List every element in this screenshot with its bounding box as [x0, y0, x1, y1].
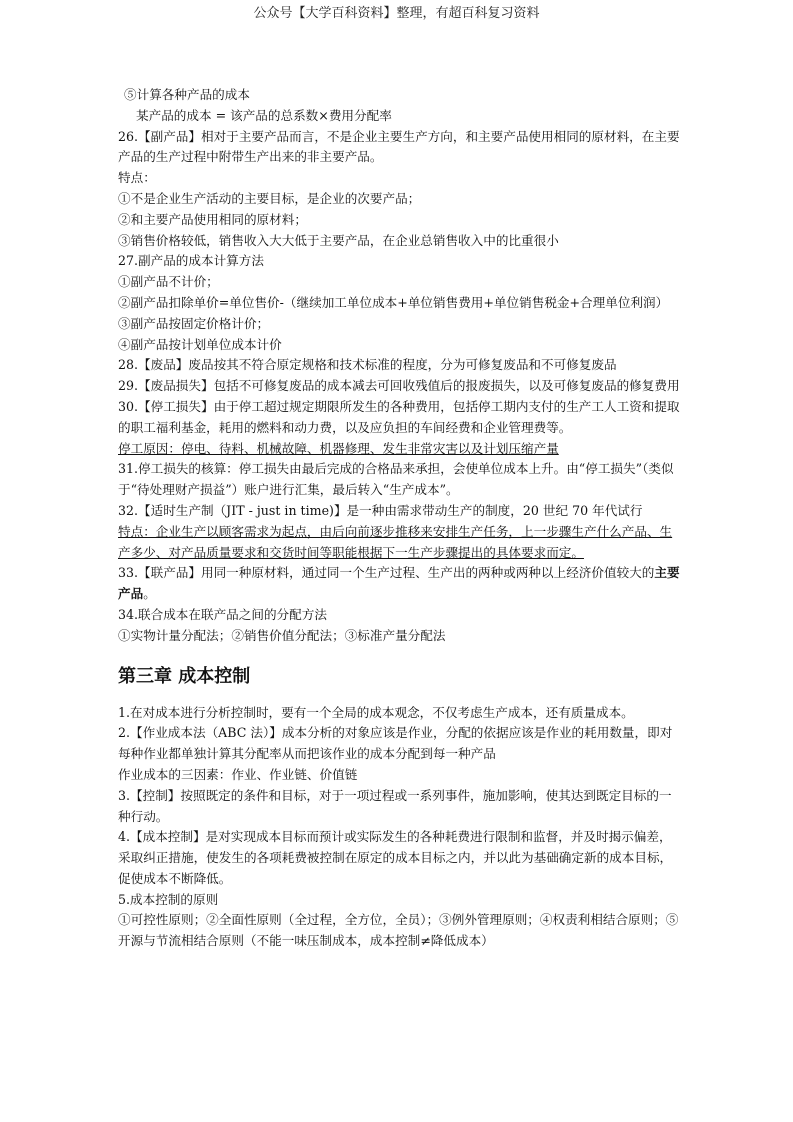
joint-product-text: 33.【联产品】用同一种原材料，通过同一个生产过程、生产出的两种或两种以上经济价值较大的 [118, 565, 655, 581]
term-scrap: 28.【废品】废品按其不符合原定规格和技术标准的程度，分为可修复废品和不可修复废品 [118, 357, 617, 373]
joint-product-bold: 主要产品 [118, 565, 680, 602]
term-cost-control: 4.【成本控制】是对实现成本目标而预计或实际发生的各种耗费进行限制和监督，并及时揭示偏差，采取纠正措施，使发生的各项耗费被控制在原定的成本目标之内，并以此为基础确定新的成本目标，促使成本不断降低。 [118, 829, 673, 886]
text-line: 特点： [118, 170, 156, 186]
section-heading: 27.副产品的成本计算方法 [118, 253, 264, 269]
text-line: 作业成本的三因素：作业、作业链、价值链 [118, 766, 358, 782]
list-item: ②和主要产品使用相同的原材料； [118, 211, 307, 227]
list-item: ④副产品按计划单位成本计价 [118, 336, 282, 352]
list-item: ③销售价格较低，销售收入大大低于主要产品，在企业总销售收入中的比重很小 [118, 232, 559, 248]
jit-features: 特点：企业生产以顾客需求为起点，由后向前逐步推移来安排生产任务，上一步骤生产什么产品、生产多少、对产品质量要求和交货时间等职能根据下一生产步骤提出的具体要求而定。 [118, 523, 673, 560]
list-item: ①副产品不计价； [118, 274, 219, 290]
term-abc: 2.【作业成本法（ABC 法）】成本分析的对象应该是作业，分配的依据应该是作业的耗用数量，即对每种作业都单独计算其分配率从而把该作业的成本分配到每一种产品 [118, 725, 673, 762]
joint-product-end: 。 [143, 586, 156, 602]
downtime-accounting: 31.停工损失的核算：停工损失由最后完成的合格品来承担，会使单位成本上升。由“停工损失”（类似于“待处理财产损益”）账户进行汇集，最后转入“生产成本”。 [118, 461, 674, 498]
list-item: ③副产品按固定价格计价； [118, 315, 270, 331]
text-line: 1.在对成本进行分析控制时，要有一个全局的成本观念，不仅考虑生产成本，还有质量成本。 [118, 704, 634, 720]
term-jit: 32.【适时生产制（JIT - just in time)】是一种由需求带动生产的制度，20 世纪 70 年代试行 [118, 502, 643, 518]
page-header: 公众号【大学百科资料】整理，有超百科复习资料 [253, 6, 540, 21]
formula-line: 某产品的成本 = 该产品的总系数×费用分配率 [136, 107, 392, 123]
chapter-title: 第三章 成本控制 [118, 665, 251, 687]
list-item: ①可控性原则；②全面性原则（全过程，全方位，全员）；③例外管理原则；④权责利相结合原则；⑤开源与节流相结合原则（不能一味压制成本，成本控制≠降低成本） [118, 912, 679, 949]
text-line: ⑤计算各种产品的成本 [124, 87, 250, 102]
term-control: 3.【控制】按照既定的条件和目标，对于一项过程或一系列事件，施加影响，使其达到既定目标的一种行动。 [118, 787, 672, 824]
section-heading: 5.成本控制的原则 [118, 891, 219, 907]
list-item: ②副产品扣除单价=单位售价-（继续加工单位成本+单位销售费用+单位销售税金+合理单位利润） [118, 294, 669, 310]
list-item: ①不是企业生产活动的主要目标，是企业的次要产品； [118, 190, 421, 206]
term-downtime-loss: 30.【停工损失】由于停工超过规定期限所发生的各种费用，包括停工期内支付的生产工人工资和提取的职工福利基金，耗用的燃料和动力费，以及应负担的车间经费和企业管理费等。 [118, 398, 680, 435]
term-scrap-loss: 29.【废品损失】包括不可修复废品的成本减去可回收残值后的报废损失，以及可修复废品的修复费用 [118, 378, 680, 394]
term-by-product: 26.【副产品】相对于主要产品而言，不是企业主要生产方向，和主要产品使用相同的原材料，在主要产品的生产过程中附带生产出来的非主要产品。 [118, 128, 680, 165]
list-item: ①实物计量分配法；②销售价值分配法；③标准产量分配法 [118, 627, 446, 643]
term-joint-product [118, 563, 680, 605]
downtime-causes: 停工原因：停电、待料、机械故障、机器修理、发生非常灾害以及计划压缩产量 [118, 440, 559, 456]
section-heading: 34.联合成本在联产品之间的分配方法 [118, 606, 327, 622]
document-body [118, 85, 680, 952]
